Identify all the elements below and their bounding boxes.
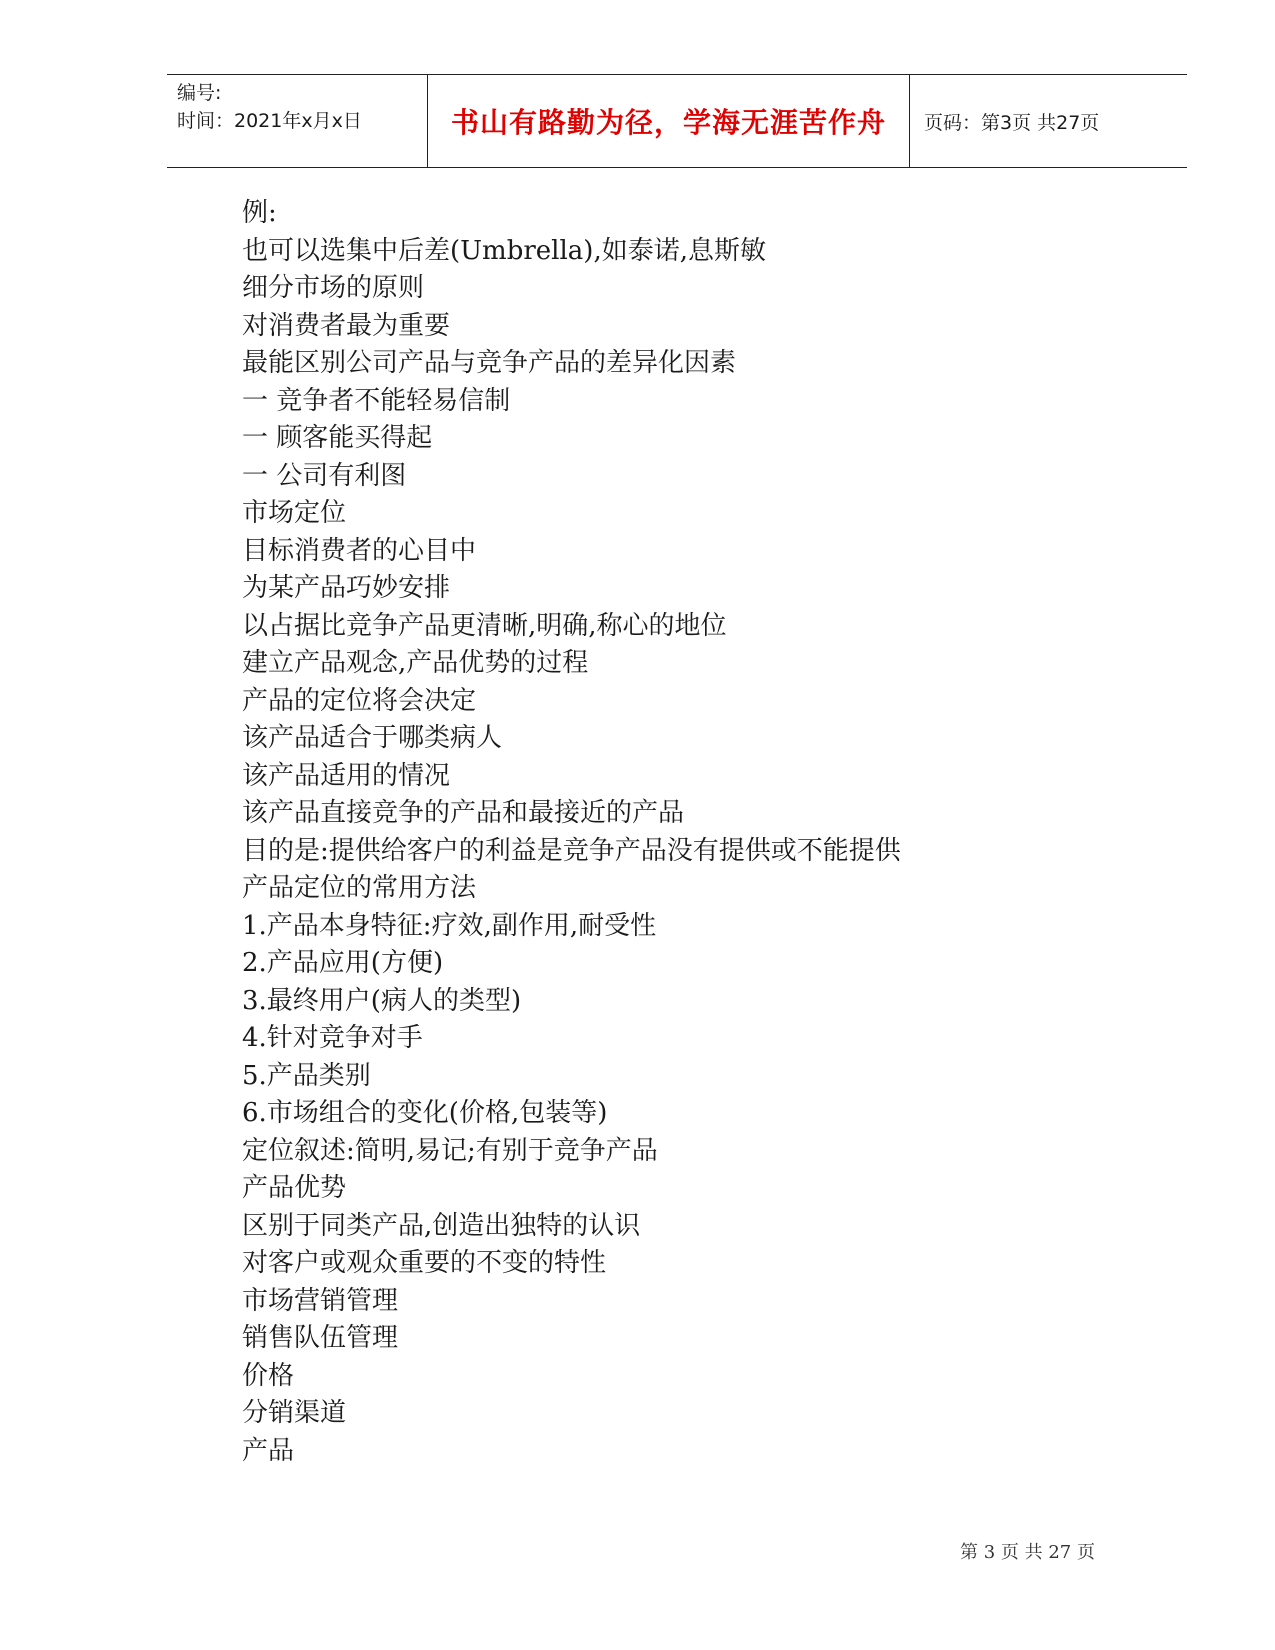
text-line: 目的是:提供给客户的利益是竞争产品没有提供或不能提供 <box>242 835 901 866</box>
text-line: 产品 <box>242 1435 295 1466</box>
text-line: 一 竞争者不能轻易信制 <box>242 385 511 416</box>
text-line: 3.最终用户(病人的类型) <box>242 985 522 1016</box>
text-line: 分销渠道 <box>242 1398 347 1428</box>
document-body <box>242 195 1142 1470</box>
text-line: 定位叙述:简明,易记;有别于竞争产品 <box>242 1135 658 1166</box>
page-footer: 第 3 页 共 27 页 <box>960 1542 1095 1563</box>
text-line: 最能区别公司产品与竞争产品的差异化因素 <box>242 348 737 378</box>
text-line: 以占据比竞争产品更清晰,明确,称心的地位 <box>242 610 727 641</box>
text-line: 一 顾客能买得起 <box>242 423 433 453</box>
text-line: 对消费者最为重要 <box>242 310 451 341</box>
text-line: 6.市场组合的变化(价格,包装等) <box>242 1098 608 1128</box>
text-line: 销售队伍管理 <box>242 1323 399 1353</box>
text-line: 一 公司有利图 <box>242 460 407 491</box>
text-line: 价格 <box>242 1360 295 1391</box>
header-motto: 书山有路勤为径，学海无涯苦作舟 <box>428 75 910 167</box>
text-line: 该产品适合于哪类病人 <box>242 723 503 753</box>
header-meta <box>167 75 428 167</box>
header-page-info: 页码：第3页 共27页 <box>924 111 1100 134</box>
text-line: 产品的定位将会决定 <box>242 685 477 716</box>
text-line: 1.产品本身特征:疗效,副作用,耐受性 <box>242 910 657 941</box>
text-line: 例: <box>242 198 277 228</box>
text-line: 该产品直接竞争的产品和最接近的产品 <box>242 798 685 828</box>
text-line: 细分市场的原则 <box>242 273 425 303</box>
text-line: 也可以选集中后差(Umbrella),如泰诺,息斯敏 <box>242 235 766 266</box>
text-line: 2.产品应用(方便) <box>242 948 444 978</box>
text-line: 区别于同类产品,创造出独特的认识 <box>242 1210 641 1241</box>
text-line: 市场定位 <box>242 498 347 528</box>
text-line: 建立产品观念,产品优势的过程 <box>242 648 589 678</box>
text-line: 对客户或观众重要的不变的特性 <box>242 1248 607 1278</box>
text-line: 目标消费者的心目中 <box>242 535 477 566</box>
text-line: 产品定位的常用方法 <box>242 873 477 903</box>
text-line: 产品优势 <box>242 1173 347 1203</box>
text-line: 4.针对竞争对手 <box>242 1023 423 1053</box>
text-line: 5.产品类别 <box>242 1060 371 1091</box>
text-line: 为某产品巧妙安排 <box>242 573 451 603</box>
number-label: 编号: <box>177 82 222 104</box>
document-header <box>167 74 1187 168</box>
text-line: 市场营销管理 <box>242 1285 399 1316</box>
time-label: 时间：2021年x月x日 <box>177 110 362 132</box>
text-line: 该产品适用的情况 <box>242 760 451 791</box>
